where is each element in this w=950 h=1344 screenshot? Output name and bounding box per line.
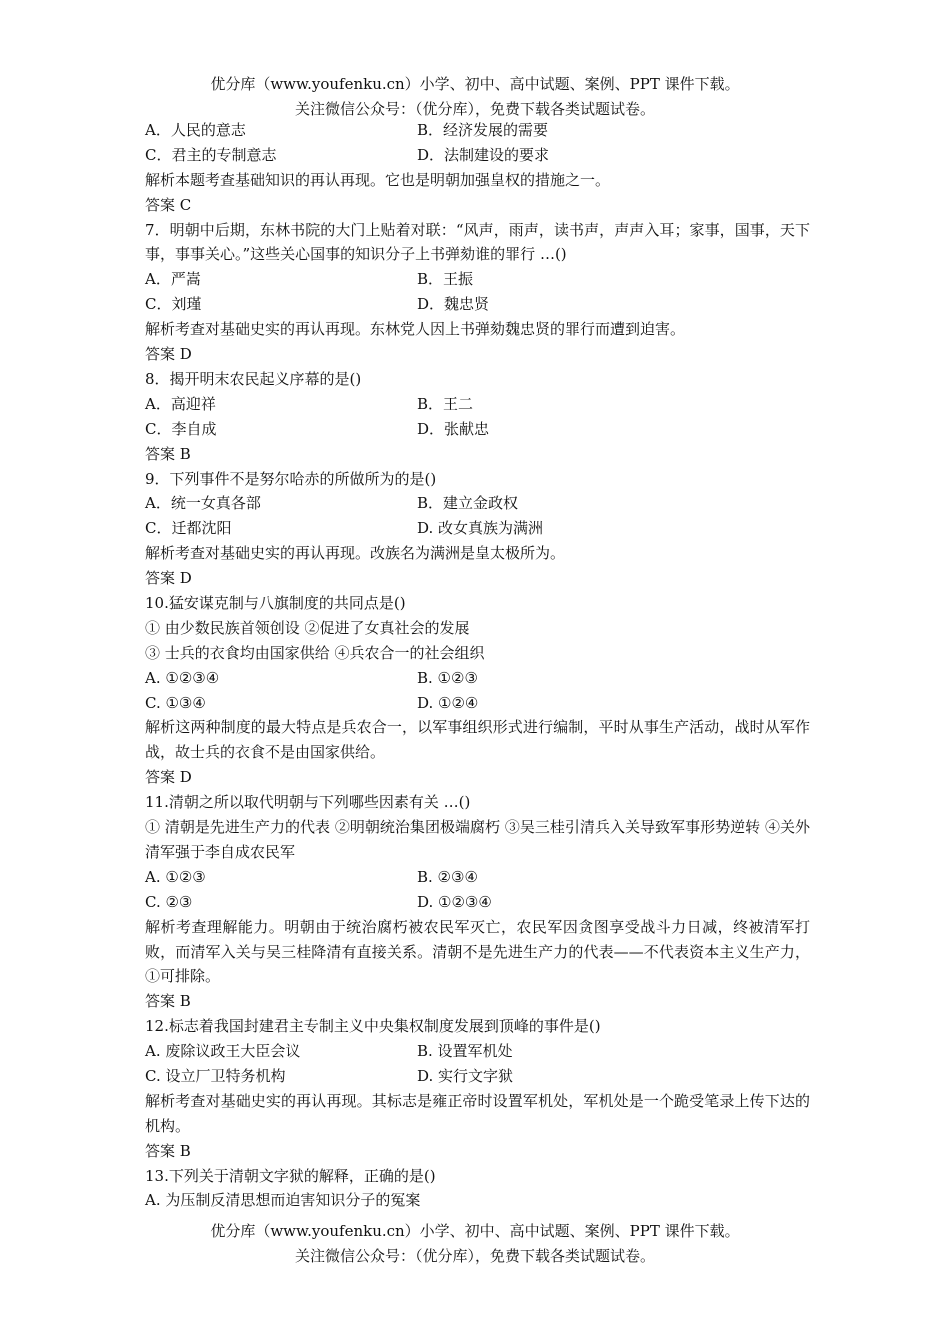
q8-option-b: B．王二 [417,394,474,413]
q12-stem: 12.标志着我国封建君主专制主义中央集权制度发展到顶峰的事件是() [145,1017,601,1036]
q6-option-a: A．人民的意志 [145,121,246,139]
header-line-1: 优分库（www.youfenku.cn）小学、初中、高中试题、案例、PPT 课件下载。 [210,75,740,93]
q6-option-c: C．君主的专制意志 [145,145,277,164]
q10-options-row-2 [145,691,810,716]
q11-option-a: A. ①②③ [145,867,206,886]
q7-analysis: 解析考查对基础史实的再认再现。东林党人因上书弹劾魏忠贤的罪行而遭到迫害。 [145,320,686,339]
q9-option-a: A．统一女真各部 [145,494,261,513]
q8-option-a: A．高迎祥 [145,394,216,413]
q9-option-b: B．建立金政权 [417,494,519,513]
q7-options-row-1 [145,267,810,292]
q10-stem: 10.猛安谋克制与八旗制度的共同点是() [145,593,406,612]
q10-answer: 答案 D [145,768,192,787]
q10-option-c: C. ①③④ [145,693,206,712]
q10-option-a: A. ①②③④ [145,668,220,687]
q11-analysis: 解析考查理解能力。明朝由于统治腐朽被农民军灭亡，农民军因贪图享受战斗力日减，终被清军打败，而清军入关与吴三桂降清有直接关系。清朝不是先进生产力的代表——不代表资本主义生产力，①可排除。 [145,917,810,986]
q7-stem: 7．明朝中后期，东林书院的大门上贴着对联：“风声，雨声，读书声，声声入耳；家事，国事，天下事，事事关心。”这些关心国事的知识分子上书弹劾谁的罪行 …() [145,220,810,264]
q9-options-row-1 [145,491,810,516]
q8-option-c: C．李自成 [145,419,217,438]
q11-options-row-1 [145,865,810,890]
q6-options-row-2 [145,143,810,168]
q9-option-d: D. 改女真族为满洲 [417,519,544,538]
q6-options-row-1 [145,118,810,143]
q11-answer: 答案 B [145,992,191,1011]
q11-option-d: D. ①②③④ [417,892,492,911]
q8-options-row-1 [145,392,810,417]
q12-answer: 答案 B [145,1141,191,1160]
q10-analysis: 解析这两种制度的最大特点是兵农合一，以军事组织形式进行编制，平时从事生产活动，战时从军作战，故士兵的衣食不是由国家供给。 [145,718,810,762]
q12-option-a: A. 废除议政王大臣会议 [145,1042,301,1061]
q13-stem: 13.下列关于清朝文字狱的解释，正确的是() [145,1166,436,1185]
q7-options-row-2 [145,292,810,317]
q8-options-row-2 [145,417,810,442]
q6-analysis: 解析本题考查基础知识的再认再现。它也是明朝加强皇权的措施之一。 [145,170,611,189]
q10-items-2: ③ 士兵的衣食均由国家供给 ④兵农合一的社会组织 [145,643,485,662]
q12-option-d: D. 实行文字狱 [417,1066,514,1085]
header-line-2: 关注微信公众号：（优分库），免费下载各类试题试卷。 [294,100,655,118]
q7-option-b: B．王振 [417,270,474,289]
q10-option-d: D. ①②④ [417,693,479,712]
q12-analysis: 解析考查对基础史实的再认再现。其标志是雍正帝时设置军机处，军机处是一个跪受笔录上传下达的机构。 [145,1091,810,1135]
q8-option-d: D．张献忠 [417,419,490,438]
footer-line-1: 优分库（www.youfenku.cn）小学、初中、高中试题、案例、PPT 课件下载。 [210,1222,740,1240]
q6-answer: 答案 C [145,195,192,214]
q9-options-row-2 [145,516,810,541]
q8-stem: 8．揭开明末农民起义序幕的是() [145,369,362,388]
footer-line-2: 关注微信公众号：（优分库），免费下载各类试题试卷。 [294,1247,655,1265]
q9-option-c: C．迁都沈阳 [145,519,232,538]
q11-option-b: B. ②③④ [417,867,478,886]
q7-option-a: A．严嵩 [145,270,201,289]
q11-options-row-2 [145,890,810,915]
q7-answer: 答案 D [145,345,192,364]
q6-option-d: D．法制建设的要求 [417,145,550,164]
q8-answer: 答案 B [145,444,191,463]
q10-option-b: B. ①②③ [417,668,478,687]
q9-answer: 答案 D [145,569,192,588]
content-body [145,118,810,1213]
q10-options-row-1 [145,666,810,691]
q9-stem: 9．下列事件不是努尔哈赤的所做所为的是() [145,469,437,488]
q12-option-b: B. 设置军机处 [417,1042,513,1061]
q11-items: ① 清朝是先进生产力的代表 ②明朝统治集团极端腐朽 ③吴三桂引清兵入关导致军事形势逆转 ④关外清军强于李自成农民军 [145,818,810,861]
q11-stem: 11.清朝之所以取代明朝与下列哪些因素有关 …() [145,793,471,812]
q7-option-c: C．刘瑾 [145,295,202,314]
q11-option-c: C. ②③ [145,892,193,911]
q10-items-1: ① 由少数民族首领创设 ②促进了女真社会的发展 [145,618,470,637]
q7-option-d: D．魏忠贤 [417,295,490,314]
q12-options-row-1 [145,1039,810,1064]
q13-option-a: A. 为压制反清思想而迫害知识分子的冤案 [145,1191,421,1210]
q12-options-row-2 [145,1064,810,1089]
q9-analysis: 解析考查对基础史实的再认再现。改族名为满洲是皇太极所为。 [145,544,566,563]
q12-option-c: C. 设立厂卫特务机构 [145,1066,286,1085]
q6-option-b: B．经济发展的需要 [417,121,549,139]
